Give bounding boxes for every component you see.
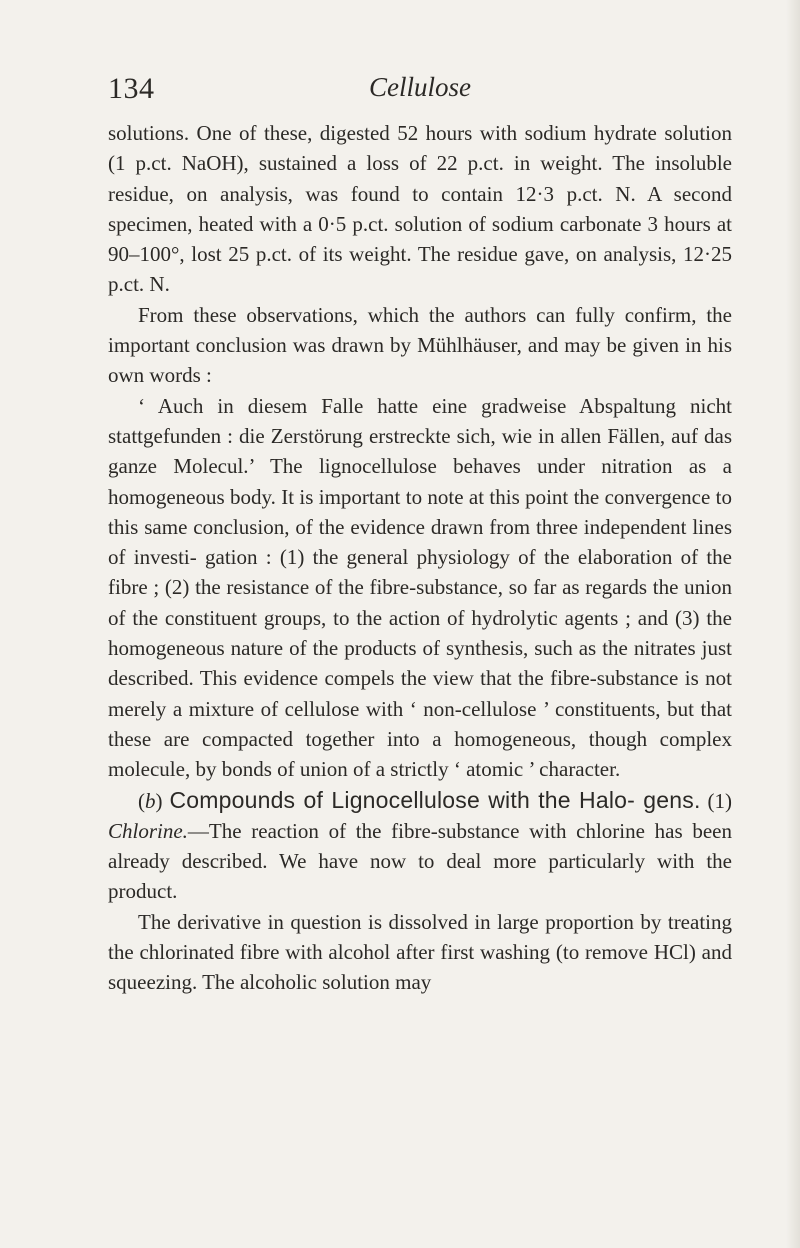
running-title: Cellulose: [369, 72, 471, 102]
page-number: 134: [108, 72, 155, 105]
section-label-letter: b: [145, 788, 156, 813]
paragraph-derivative: The derivative in question is dissolved in large proportion by treating the chlorinated fibre with alcohol after first washing (to remove HCl) and squeezing. The alcoholic solution may: [108, 909, 732, 995]
section-heading: Compounds of Lignocellulose with the Halo- gens.: [169, 786, 701, 813]
paragraph-section-b: [108, 785, 732, 907]
section-label-open: (: [138, 788, 145, 813]
subsection-number: (1): [707, 788, 733, 813]
paragraph-quotation: ‘ Auch in diesem Falle hatte eine gradweise Abspaltung nicht stattgefunden : die Zerstörung erstreckte sich, wie in allen Fällen, auf das ganze Molecul.’ The lignocellulose behaves under nitration as a homogeneous body. It is important to note at this point the convergence to this same conclusion, of the evidence drawn from three independent lines of investi- gation : (1) the general physiology of the elaboration of the fibre ; (2) the resistance of the fibre-substance, so far as regards the union of the constituent groups, to the action of hydrolytic agents ; and (3) the homogeneous nature of the products of synthesis, such as the nitrates just described. This evidence compels the view that the fibre-substance is not merely a mixture of cellulose with ‘ non-cellulose ’ constituents, but that these are compacted together into a homogeneous, though complex molecule, by bonds of union of a strictly ‘ atomic ’ character.: [108, 393, 732, 782]
section-label-close: ): [155, 788, 163, 813]
subsection-title: Chlorine.: [108, 818, 188, 843]
body-text: [108, 118, 732, 998]
subsection-text: —The reaction of the fibre-substance with chlorine has been already described. We have now to deal more particularly with the product.: [108, 818, 732, 904]
page-edge-shadow: [786, 0, 800, 1248]
paragraph-continuation: solutions. One of these, digested 52 hours with sodium hydrate solution (1 p.ct. NaOH), sustained a loss of 22 p.ct. in weight. The insoluble residue, on analysis, was found to contain 12·3 p.ct. N. A second specimen, heated with a 0·5 p.ct. solution of sodium carbonate 3 hours at 90–100°, lost 25 p.ct. of its weight. The residue gave, on analysis, 12·25 p.ct. N.: [108, 121, 732, 297]
paragraph-observations: From these observations, which the authors can fully confirm, the important conclusion was drawn by Mühlhäuser, and may be given in his own words :: [108, 302, 732, 388]
page-header: [108, 72, 732, 112]
